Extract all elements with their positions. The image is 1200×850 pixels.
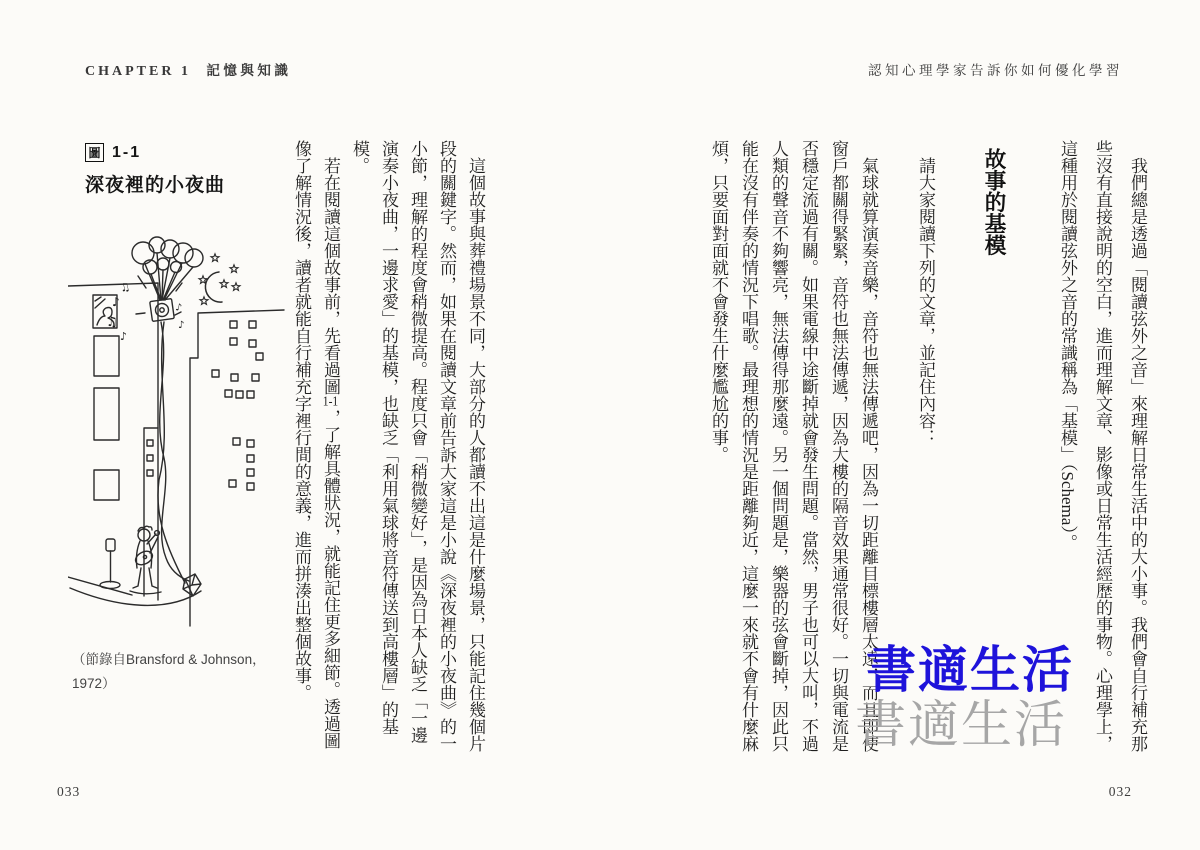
paragraph-text: 若在閱讀這個故事前，先看過圖 bbox=[321, 157, 340, 395]
note-icon: ♫ bbox=[118, 279, 132, 295]
paragraph: 請大家閱讀下列的文章，並記住內容： bbox=[916, 157, 935, 446]
paragraph-text: ，了解具體狀況，就能記住更多細節。透過圖像了解情況後，讀者就能自行補充字裡行間的意義，進而拼湊出整個故事。 bbox=[292, 140, 340, 749]
note-icon: ♪ bbox=[120, 330, 128, 343]
quoted-passage: 氣球就算演奏音樂，音符也無法傳遞吧，因為一切距離目標樓層太遠，而且即使窗戶都關得緊緊，音符也無法傳遞，因為大樓的隔音效果通常很好。一切與電流是否穩定流過有關。如果電線中途斷掉就會發生問題。當然，男子也可以大叫，不過人類的聲音不夠響亮，無法傳得那麼遠。另一個問題是，樂器的弦會斷掉，因此只能在沒有伴奏的情況下唱歌。最理想的情況是距離夠近，這麼一來就不會有什麼麻煩，只要面對面就不會發生什麼尷尬的事。 bbox=[709, 140, 878, 752]
note-icon: ♪ bbox=[174, 302, 183, 315]
left-apartment-building bbox=[68, 283, 158, 600]
page-number-left: 033 bbox=[57, 784, 81, 799]
right-page-body-text bbox=[650, 140, 1155, 754]
page-number-right: 032 bbox=[1108, 784, 1132, 799]
chapter-title: 記憶與知識 bbox=[206, 63, 292, 78]
paragraph: 我們總是透過「閱讀弦外之音」來理解日常生活中的大小事。我們會自行補充那些沒有直接說明的空白，進而理解文章、影像或日常生活經歷的事物。心理學上，這種用於閱讀弦外之音的常識稱為「基模」（Schema）。 bbox=[1058, 140, 1147, 752]
watermark-gray: 書適生活 bbox=[855, 698, 1068, 754]
figure-label-box-icon: 圖 bbox=[85, 143, 104, 162]
hanging-wire bbox=[158, 322, 189, 583]
figure-number: 1-1 bbox=[112, 143, 142, 161]
running-header-left bbox=[85, 59, 291, 80]
chapter-label: CHAPTER 1 bbox=[85, 64, 191, 79]
book-title: 認知心理學家告訴你如何優化學習 bbox=[868, 63, 1123, 78]
figure-label bbox=[85, 143, 141, 162]
note-icon: ♪ bbox=[178, 320, 185, 331]
loudspeaker bbox=[150, 299, 175, 322]
paragraph: 這個故事與葬禮場景不同，大部分的人都讀不出這是什麼場景，只能記住幾個片段的關鍵字。然而，如果在閱讀文章前告訴大家這是小說《深夜裡的小夜曲》的一小節，理解的程度會稍微提高。程度只會「稍微變好」，是因為日本人缺乏「一邊演奏小夜曲，一邊求愛」的基模，也缺乏「利用氣球將音符傳送到高樓層」的基模。 bbox=[350, 140, 485, 752]
balloons bbox=[132, 237, 203, 300]
figure-caption: （節錄自Bransford & Johnson，1972） bbox=[72, 652, 266, 692]
paragraph bbox=[287, 140, 345, 754]
note-icon: ♫ bbox=[106, 315, 118, 330]
figure-title: 深夜裡的小夜曲 bbox=[85, 175, 226, 196]
figure-reference-number: 1-1 bbox=[322, 395, 339, 409]
watermark-blue: 書適生活 bbox=[866, 642, 1074, 698]
singing-man-with-guitar bbox=[130, 526, 161, 594]
running-header-right bbox=[868, 59, 1123, 79]
note-icon: ♪ bbox=[112, 295, 120, 309]
left-page-body-text bbox=[205, 140, 490, 754]
street-ground-lines bbox=[68, 577, 201, 605]
microphone-stand bbox=[100, 539, 120, 589]
section-heading: 故事的基模 bbox=[982, 148, 1006, 256]
